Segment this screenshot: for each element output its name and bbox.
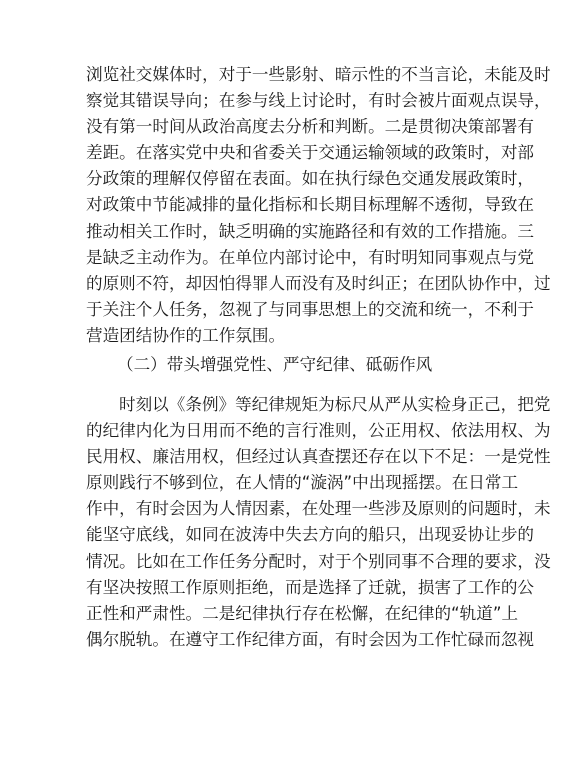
text-line: 有坚决按照工作原则拒绝，而是选择了迁就，损害了工作的公: [86, 577, 535, 597]
paragraph-1: [86, 62, 551, 349]
text-line: 的纪律内化为日用而不绝的言行准则，公正用权、依法用权、为: [86, 421, 551, 441]
text-line: 差距。在落实党中央和省委关于交通运输领域的政策时，对部: [86, 143, 535, 163]
text-line: 时刻以《条例》等纪律规矩为标尺从严从实检身正己，把党: [119, 395, 551, 414]
text-line: 作中，有时会因为人情因素，在处理一些涉及原则的问题时，未: [86, 499, 551, 519]
text-line: 于关注个人任务，忽视了与同事思想上的交流和统一，不利于: [86, 299, 535, 319]
text-line: 能坚守底线，如同在波涛中失去方向的船只，出现妥协让步的: [86, 525, 535, 545]
text-line: 的原则不符，却因怕得罪人而没有及时纠正；在团队协作中，过: [86, 273, 551, 293]
text-line: 分政策的理解仅停留在表面。如在执行绿色交通发展政策时，: [86, 169, 535, 189]
text-line: 正性和严肃性。二是纪律执行存在松懈，在纪律的“轨道”上: [86, 603, 519, 623]
text-line: 对政策中节能减排的量化指标和长期目标理解不透彻，导致在: [86, 195, 535, 215]
paragraph-2: [86, 392, 551, 653]
text-line: 情况。比如在工作任务分配时，对于个别同事不合理的要求，没: [86, 551, 551, 571]
text-line: 是缺乏主动作为。在单位内部讨论中，有时明知同事观点与党: [86, 247, 535, 267]
text-line: 察觉其错误导向；在参与线上讨论时，有时会被片面观点误导，: [86, 91, 551, 111]
text-line: 营造团结协作的工作氛围。: [86, 325, 286, 345]
text-line: 推动相关工作时，缺乏明确的实施路径和有效的工作措施。三: [86, 221, 535, 241]
section-heading: （二）带头增强党性、严守纪律、砥砺作风: [117, 355, 433, 374]
text-line: 没有第一时间从政治高度去分析和判断。二是贯彻决策部署有: [86, 117, 535, 137]
text-line: 偶尔脱轨。在遵守工作纪律方面，有时会因为工作忙碌而忽视: [86, 629, 535, 649]
text-line: 浏览社交媒体时，对于一些影射、暗示性的不当言论，未能及时: [86, 65, 551, 84]
text-line: 原则践行不够到位，在人情的“漩涡”中出现摇摆。在日常工: [86, 473, 519, 493]
text-line: 民用权、廉洁用权，但经过认真查摆还存在以下不足：一是党性: [86, 447, 551, 467]
